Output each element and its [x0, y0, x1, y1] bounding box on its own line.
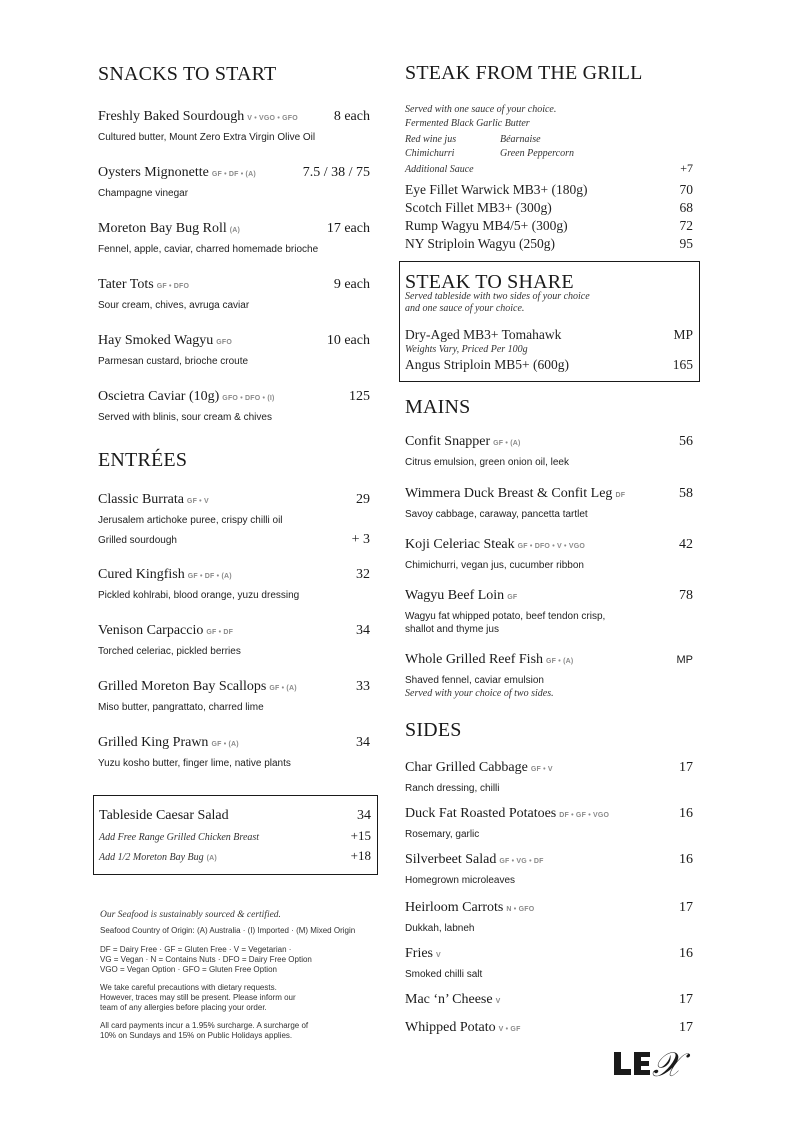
sourcing-note: Our Seafood is sustainably sourced & certified. [100, 910, 281, 920]
item-name: Venison Carpaccio [98, 623, 204, 638]
dietary-tags: V [436, 952, 441, 959]
steak-to-share-box [399, 261, 700, 382]
item-price: 17 [679, 992, 693, 1007]
steak-item [405, 327, 693, 343]
menu-item [98, 565, 370, 602]
item-price: 16 [679, 806, 693, 821]
menu-item [405, 1018, 693, 1036]
menu-item [405, 586, 693, 636]
steak-price: 68 [679, 200, 693, 215]
item-name: Duck Fat Roasted Potatoes [405, 806, 557, 821]
logo-x: 𝒳 [652, 1047, 682, 1080]
item-price: 56 [679, 434, 693, 449]
add-on-bug-price: +18 [350, 848, 371, 863]
menu-item [405, 535, 693, 572]
diet-legend-1: DF = Dairy Free · GF = Gluten Free · V = Vegetarian · [100, 945, 292, 954]
steak-price: 165 [672, 357, 693, 372]
steak-price: MP [673, 327, 693, 342]
item-price: 34 [357, 808, 371, 823]
item-name: Hay Smoked Wagyu [98, 333, 214, 348]
surcharge-note-1: All card payments incur a 1.95% surcharge. A surcharge of [100, 1021, 309, 1030]
item-description: Champagne vinegar [98, 188, 189, 199]
item-description: Served with blinis, sour cream & chives [98, 412, 272, 423]
dietary-tags: DF [615, 492, 626, 499]
item-name: Wimmera Duck Breast & Confit Leg [405, 486, 613, 501]
item-description: Parmesan custard, brioche croute [98, 356, 249, 367]
lex-logo [612, 1046, 694, 1080]
item-description: Homegrown microleaves [405, 875, 516, 886]
dietary-tags: V • VGO • GFO [247, 115, 298, 122]
menu-item [98, 621, 370, 658]
item-description: Rosemary, garlic [405, 829, 480, 840]
item-description: Miso butter, pangrattato, charred lime [98, 702, 264, 713]
desc-line: Wagyu fat whipped potato, beef tendon crisp, [405, 611, 606, 622]
menu-item [405, 944, 693, 981]
add-on-bug: Add 1/2 Moreton Bay Bug [99, 852, 204, 863]
section-title-steak-share: STEAK TO SHARE [405, 271, 574, 293]
item-name-wrap [98, 107, 298, 125]
menu-item [98, 490, 370, 548]
item-price: 9 each [333, 277, 370, 292]
dietary-tags: GFO • DFO • (I) [222, 395, 275, 402]
item-description: Fennel, apple, caviar, charred homemade brioche [98, 244, 319, 255]
item-name: Freshly Baked Sourdough [98, 109, 245, 124]
menu-item [98, 163, 370, 200]
item-name: Tater Tots [98, 277, 154, 292]
item-price: 29 [356, 492, 370, 507]
dietary-tags: N • GFO [506, 906, 535, 913]
footer-notes [100, 908, 385, 1041]
item-price: 7.5 / 38 / 75 [302, 165, 370, 180]
menu-item [405, 432, 693, 469]
menu-item [98, 331, 370, 368]
dietary-tags: GF • DFO • V • VGO [517, 543, 585, 550]
item-price: 78 [679, 588, 693, 603]
dietary-tags: GF • VG • DF [499, 858, 544, 865]
diet-legend-3: VGO = Vegan Option · GFO = Gluten Free Option [100, 965, 277, 974]
allergy-note-3: team of any allergies before placing your order. [100, 1003, 267, 1012]
allergy-note-2: However, traces may still be present. Please inform our [100, 993, 296, 1002]
item-price: 17 [679, 760, 693, 775]
item-name: Heirloom Carrots [405, 900, 504, 915]
dietary-tags: GF • (A) [546, 658, 574, 665]
menu-item [98, 677, 370, 714]
item-description: Savoy cabbage, caraway, pancetta tartlet [405, 509, 588, 520]
item-name: Whole Grilled Reef Fish [405, 652, 544, 667]
item-description: Chimichurri, vegan jus, cucumber ribbon [405, 560, 584, 571]
item-description: Ranch dressing, chilli [405, 783, 500, 794]
sauce-option: Red wine jus [405, 134, 457, 145]
steak-name: Dry-Aged MB3+ Tomahawk [405, 327, 562, 342]
menu-item [98, 733, 370, 770]
menu-item [98, 219, 370, 256]
section-title-mains: MAINS [405, 396, 471, 418]
dietary-tags: GF • DF • (A) [187, 573, 232, 580]
add-on-chicken-price: +15 [350, 828, 371, 843]
section-title-entrees: ENTRÉES [98, 449, 188, 471]
section-title-steak-grill: STEAK FROM THE GRILL [405, 62, 643, 84]
steak-name: Rump Wagyu MB4/5+ (300g) [405, 218, 568, 233]
dietary-tags: V [495, 998, 501, 1005]
menu-item [405, 990, 693, 1008]
item-price: 8 each [333, 109, 370, 124]
item-name: Classic Burrata [98, 492, 184, 507]
item-name: Silverbeet Salad [405, 852, 497, 867]
dietary-tags: V • GF [498, 1026, 521, 1033]
item-name: Whipped Potato [405, 1020, 496, 1035]
sauce-option: Green Peppercorn [500, 148, 574, 159]
menu-item [405, 804, 693, 841]
item-price: 34 [356, 623, 370, 638]
dietary-tags: GF • (A) [493, 440, 521, 447]
steak-name: Eye Fillet Warwick MB3+ (180g) [405, 182, 588, 197]
dietary-tags: GFO [216, 339, 233, 346]
caesar-salad-box [93, 795, 378, 875]
item-description: Citrus emulsion, green onion oil, leek [405, 457, 569, 468]
dietary-tags: GF • DF [206, 629, 234, 636]
logo-mark [614, 1052, 650, 1075]
dietary-tags: GF • DF • (A) [211, 171, 256, 178]
item-name: Char Grilled Cabbage [405, 760, 528, 775]
sauce-note: Served with one sauce of your choice. [405, 104, 557, 115]
desc-line: shallot and thyme jus [405, 624, 499, 635]
item-price: 17 [679, 1020, 693, 1035]
item-name: Moreton Bay Bug Roll [98, 221, 227, 236]
item-name: Fries [405, 946, 433, 961]
dietary-tags: DF • GF • VGO [559, 812, 610, 819]
item-price: 34 [356, 735, 370, 750]
item-description: Smoked chilli salt [405, 969, 483, 980]
origin-legend: Seafood Country of Origin: (A) Australia · (I) Imported · (M) Mixed Origin [100, 926, 356, 935]
additional-sauce: Additional Sauce [405, 164, 474, 175]
item-description: Yuzu kosho butter, finger lime, native plants [98, 758, 291, 769]
item-note: Served with your choice of two sides. [405, 688, 554, 699]
item-name: Koji Celeriac Steak [405, 537, 515, 552]
item-price: 16 [679, 852, 693, 867]
section-title-snacks: SNACKS TO START [98, 63, 277, 85]
item-price: 42 [679, 537, 693, 552]
menu-item [405, 850, 693, 887]
steak-sauce-notes [405, 103, 693, 177]
dietary-tags: GF • (A) [269, 685, 297, 692]
menu-item [405, 484, 693, 521]
steak-price: 72 [679, 218, 693, 233]
item-description: Torched celeriac, pickled berries [98, 646, 241, 657]
menu-item [98, 387, 370, 424]
additional-sauce-price: +7 [680, 161, 693, 175]
steak-item [405, 200, 693, 216]
menu-item [98, 275, 370, 312]
item-price: MP [676, 654, 693, 666]
item-description: Jerusalem artichoke puree, crispy chilli oil [98, 515, 283, 526]
share-note: Served tableside with two sides of your choice [405, 291, 590, 302]
item-name: Wagyu Beef Loin [405, 588, 505, 603]
steak-item [405, 236, 693, 252]
steak-item [405, 357, 693, 373]
item-name: Grilled King Prawn [98, 735, 209, 750]
item-name: Tableside Caesar Salad [99, 808, 229, 823]
steak-price: 95 [679, 236, 693, 251]
menu-item [405, 650, 693, 701]
dietary-tags: (A) [206, 855, 217, 862]
item-description: Cultured butter, Mount Zero Extra Virgin Olive Oil [98, 132, 316, 143]
dietary-tags: GF • DFO [156, 283, 190, 290]
item-description: Dukkah, labneh [405, 923, 475, 934]
item-description [405, 610, 693, 636]
share-note: and one sauce of your choice. [405, 303, 525, 314]
steak-price: 70 [679, 182, 693, 197]
dietary-tags: GF [507, 594, 518, 601]
steak-item [405, 218, 693, 234]
menu-item [405, 898, 693, 935]
sauce-option: Chimichurri [405, 148, 455, 159]
item-name: Confit Snapper [405, 434, 491, 449]
item-name: Grilled Moreton Bay Scallops [98, 679, 267, 694]
allergy-note-1: We take careful precautions with dietary requests. [100, 983, 277, 992]
item-extra: Grilled sourdough [98, 535, 177, 546]
item-description: Pickled kohlrabi, blood orange, yuzu dressing [98, 590, 300, 601]
item-description: Sour cream, chives, avruga caviar [98, 300, 250, 311]
item-price: 32 [356, 567, 370, 582]
item-name: Cured Kingfish [98, 567, 185, 582]
item-price: 16 [679, 946, 693, 961]
item-price: 125 [349, 389, 370, 404]
steak-name: Scotch Fillet MB3+ (300g) [405, 200, 552, 215]
item-price: 17 [679, 900, 693, 915]
menu-item [405, 758, 693, 795]
dietary-tags: GF • (A) [211, 741, 239, 748]
diet-legend-2: VG = Vegan · N = Contains Nuts · DFO = Dairy Free Option [100, 955, 312, 964]
item-price: 33 [356, 679, 370, 694]
section-title-sides: SIDES [405, 719, 462, 741]
steak-item [405, 182, 693, 198]
surcharge-note-2: 10% on Sundays and 15% on Public Holidays applies. [100, 1031, 293, 1040]
sauce-option: Béarnaise [500, 134, 541, 145]
item-name: Mac ‘n’ Cheese [405, 992, 493, 1007]
item-price: 10 each [326, 333, 370, 348]
menu-item [98, 107, 370, 144]
item-extra-price: + 3 [351, 532, 370, 547]
add-on-chicken: Add Free Range Grilled Chicken Breast [99, 832, 260, 843]
item-price: 17 each [326, 221, 370, 236]
weight-note: Weights Vary, Priced Per 100g [405, 344, 528, 355]
steak-name: NY Striploin Wagyu (250g) [405, 236, 556, 251]
sauce-note: Fermented Black Garlic Butter [405, 118, 530, 129]
dietary-tags: (A) [229, 227, 241, 234]
item-price: 58 [679, 486, 693, 501]
steak-name: Angus Striploin MB5+ (600g) [405, 357, 569, 372]
dietary-tags: GF • V [186, 498, 209, 505]
dietary-tags: GF • V [530, 766, 553, 773]
item-name: Oysters Mignonette [98, 165, 209, 180]
item-description: Shaved fennel, caviar emulsion [405, 675, 544, 686]
item-name: Oscietra Caviar (10g) [98, 389, 220, 404]
